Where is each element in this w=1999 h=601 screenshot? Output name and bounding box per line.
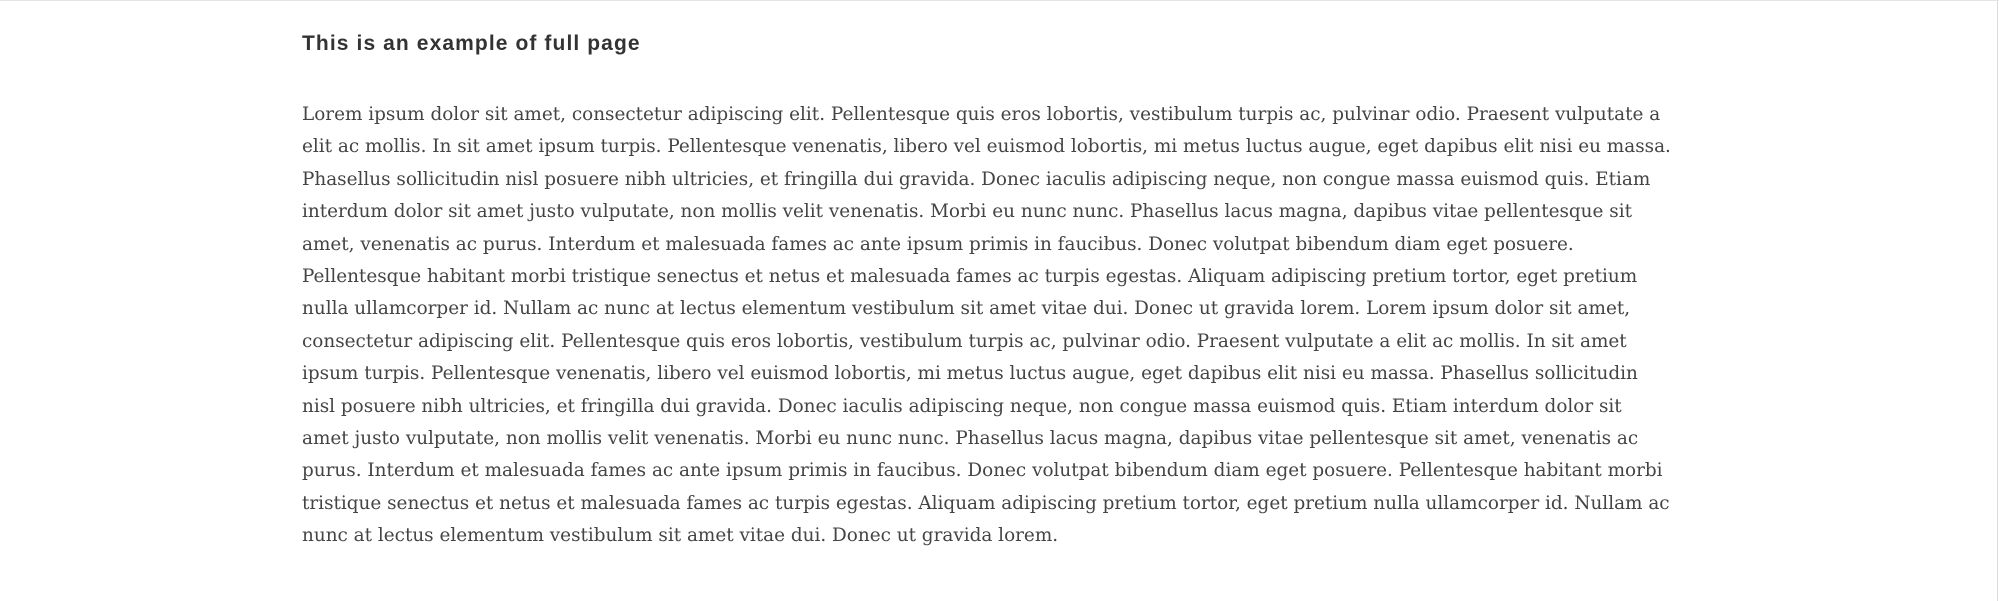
right-border-divider (1997, 1, 1998, 601)
body-paragraph: Lorem ipsum dolor sit amet, consectetur adipiscing elit. Pellentesque quis eros lobortis, vestibulum turpis ac, pulvinar odio. Praesent vulputate a elit ac mollis. In sit amet ipsum turpis. Pellentesque venenatis, libero vel euismod lobortis, mi metus luctus augue, eget dapibus elit nisi eu massa. Phasellus sollicitudin nisl posuere nibh ultricies, et fringilla dui gravida. Donec iaculis adipiscing neque, non congue massa euismod quis. Etiam interdum dolor sit amet justo vulputate, non mollis velit venenatis. Morbi eu nunc nunc. Phasellus lacus magna, dapibus vitae pellentesque sit amet, venenatis ac purus. Interdum et malesuada fames ac ante ipsum primis in faucibus. Donec volutpat bibendum diam eget posuere. Pellentesque habitant morbi tristique senectus et netus et malesuada fames ac turpis egestas. Aliquam adipiscing pretium tortor, eget pretium nulla ullamcorper id. Nullam ac nunc at lectus elementum vestibulum sit amet vitae dui. Donec ut gravida lorem. Lorem ipsum dolor sit amet, consectetur adipiscing elit. Pellentesque quis eros lobortis, vestibulum turpis ac, pulvinar odio. Praesent vulputate a elit ac mollis. In sit amet ipsum turpis. Pellentesque venenatis, libero vel euismod lobortis, mi metus luctus augue, eget dapibus elit nisi eu massa. Phasellus sollicitudin nisl posuere nibh ultricies, et fringilla dui gravida. Donec iaculis adipiscing neque, non congue massa euismod quis. Etiam interdum dolor sit amet justo vulputate, non mollis velit venenatis. Morbi eu nunc nunc. Phasellus lacus magna, dapibus vitae pellentesque sit amet, venenatis ac purus. Interdum et malesuada fames ac ante ipsum primis in faucibus. Donec volutpat bibendum diam eget posuere. Pellentesque habitant morbi tristique senectus et netus et malesuada fames ac turpis egestas. Aliquam adipiscing pretium tortor, eget pretium nulla ullamcorper id. Nullam ac nunc at lectus elementum vestibulum sit amet vitae dui. Donec ut gravida lorem. (302, 104, 1671, 547)
page-content (302, 29, 1672, 553)
page-title: This is an example of full page (302, 32, 641, 55)
page (0, 1, 1999, 601)
